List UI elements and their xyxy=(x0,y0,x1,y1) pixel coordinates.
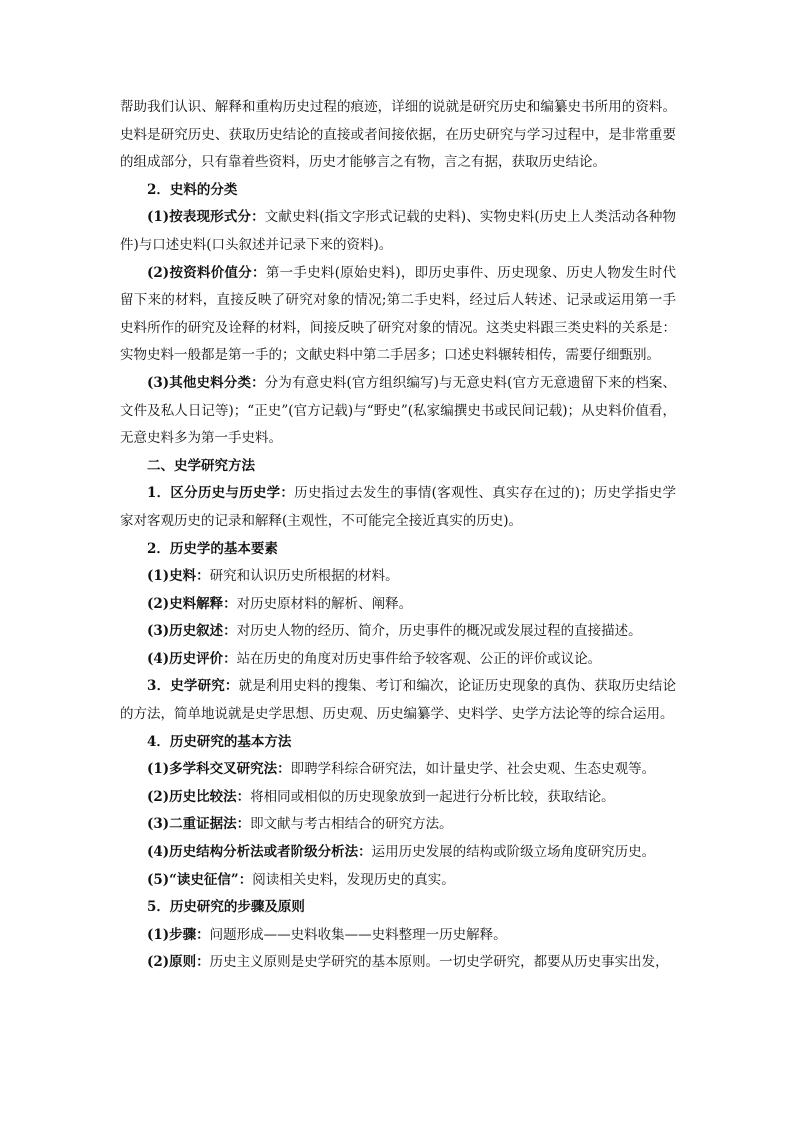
item-head: (1)步骤： xyxy=(147,926,210,943)
paragraph-1 xyxy=(120,94,676,177)
heading-steps xyxy=(120,894,676,922)
item-body: 历史主义原则是史学研究的基本原则。一切史学研究，都要从历史事实出发， xyxy=(209,954,669,971)
document-page xyxy=(120,94,676,977)
heading-text: 4．历史研究的基本方法 xyxy=(147,733,292,750)
paragraph-other xyxy=(120,370,676,453)
paragraph-element-2 xyxy=(120,591,676,619)
item-head: (3)其他史料分类： xyxy=(147,374,265,391)
item-body: 分为有意史料(官方组织编写)与无意史料(官方无意遗留下来的档案、文件及私人日记等)；“正史”(官方记载)与“野史”(私家编撰史书或民间记载)；从史料价值看，无意史料多为第一手史料。 xyxy=(120,374,676,447)
item-head: (3)二重证据法： xyxy=(147,816,251,833)
item-head: (4)历史评价： xyxy=(147,650,237,667)
item-head: (3)历史叙述： xyxy=(147,623,237,640)
paragraph-principle xyxy=(120,949,676,977)
item-body: 第一手史料(原始史料)，即历史事件、历史现象、历史人物发生时代留下来的材料，直接反映了研究对象的情况;第二手史料，经过后人转述、记录或运用第一手史料所作的研究及诠释的材料，间接反映了研究对象的情况。这类史料跟三类史料的关系是：实物史料一般都是第一手的；文献史料中第二手居多；口述史料辗转相传，需要仔细甄别。 xyxy=(120,264,676,364)
item-head: 1．区分历史与历史学： xyxy=(147,485,295,502)
item-body: 即文献与考古相结合的研究方法。 xyxy=(250,816,453,833)
item-head: (2)历史比较法： xyxy=(147,788,251,805)
paragraph-element-4 xyxy=(120,646,676,674)
item-head: (1)多学科交叉研究法： xyxy=(147,761,291,778)
paragraph-method-2 xyxy=(120,784,676,812)
heading-methods xyxy=(120,453,676,481)
heading-basic-methods xyxy=(120,729,676,757)
paragraph-form xyxy=(120,204,676,259)
paragraph-distinguish xyxy=(120,480,676,535)
item-body: 将相同或相似的历史现象放到一起进行分析比较，获取结论。 xyxy=(250,788,615,805)
heading-text: 5．历史研究的步骤及原则 xyxy=(147,899,305,916)
item-body: 对历史原材料的解析、阐释。 xyxy=(236,595,413,612)
item-head: 3．史学研究： xyxy=(147,678,239,695)
paragraph-method-4 xyxy=(120,839,676,867)
item-body: 就是利用史料的搜集、考订和编次，论证历史现象的真伪、获取历史结论的方法，简单地说就是史学思想、历史观、历史编纂学、史料学、史学方法论等的综合运用。 xyxy=(120,678,676,723)
item-body: 对历史人物的经历、简介，历史事件的概况或发展过程的直接描述。 xyxy=(236,623,642,640)
paragraph-steps xyxy=(120,922,676,950)
item-body: 文献史料(指文字形式记载的史料)、实物史料(历史上人类活动各种物件)与口述史料(口头叙述并记录下来的资料)。 xyxy=(120,209,676,253)
item-body: 问题形成——史料收集——史料整理一历史解释。 xyxy=(209,926,507,943)
paragraph-text: 帮助我们认识、解释和重构历史过程的痕迹，详细的说就是研究历史和编纂史书所用的资料。史料是研究历史、获取历史结论的直接或者间接依据，在历史研究与学习过程中，是非常重要的组成部分，只有靠着些资料，历史才能够言之有物，言之有据，获取历史结论。 xyxy=(120,99,676,171)
item-head: (4)历史结构分析法或者阶级分析法： xyxy=(147,844,372,861)
item-head: (2)原则： xyxy=(147,954,210,971)
paragraph-method-1 xyxy=(120,756,676,784)
paragraph-method-5 xyxy=(120,867,676,895)
item-head: (1)史料： xyxy=(147,568,210,585)
heading-classification xyxy=(120,177,676,205)
heading-text: 2．史料的分类 xyxy=(147,181,238,198)
item-body: 阅读相关史料，发现历史的真实。 xyxy=(252,871,455,888)
item-head: (2)史料解释： xyxy=(147,595,237,612)
paragraph-element-1 xyxy=(120,563,676,591)
item-body: 运用历史发展的结构或阶级立场角度研究历史。 xyxy=(371,844,656,861)
heading-text: 二、史学研究方法 xyxy=(147,457,255,474)
item-body: 历史指过去发生的事情(客观性、真实存在过的)；历史学指史学家对客观历史的记录和解释(主观性，不可能完全接近真实的历史)。 xyxy=(120,485,676,529)
item-head: (5)“读史征信”： xyxy=(147,871,253,888)
item-head: (2)按资料价值分： xyxy=(147,264,266,281)
item-head: (1)按表现形式分： xyxy=(147,209,265,226)
paragraph-method-3 xyxy=(120,811,676,839)
item-body: 即聘学科综合研究法，如计量史学、社会史观、生态史观等。 xyxy=(290,761,656,778)
heading-elements xyxy=(120,536,676,564)
paragraph-research xyxy=(120,673,676,728)
paragraph-value xyxy=(120,260,676,370)
item-body: 研究和认识历史所根据的材料。 xyxy=(209,568,399,585)
paragraph-element-3 xyxy=(120,618,676,646)
heading-text: 2．历史学的基本要素 xyxy=(147,540,278,557)
item-body: 站在历史的角度对历史事件给予较客观、公正的评价或议论。 xyxy=(236,650,602,667)
